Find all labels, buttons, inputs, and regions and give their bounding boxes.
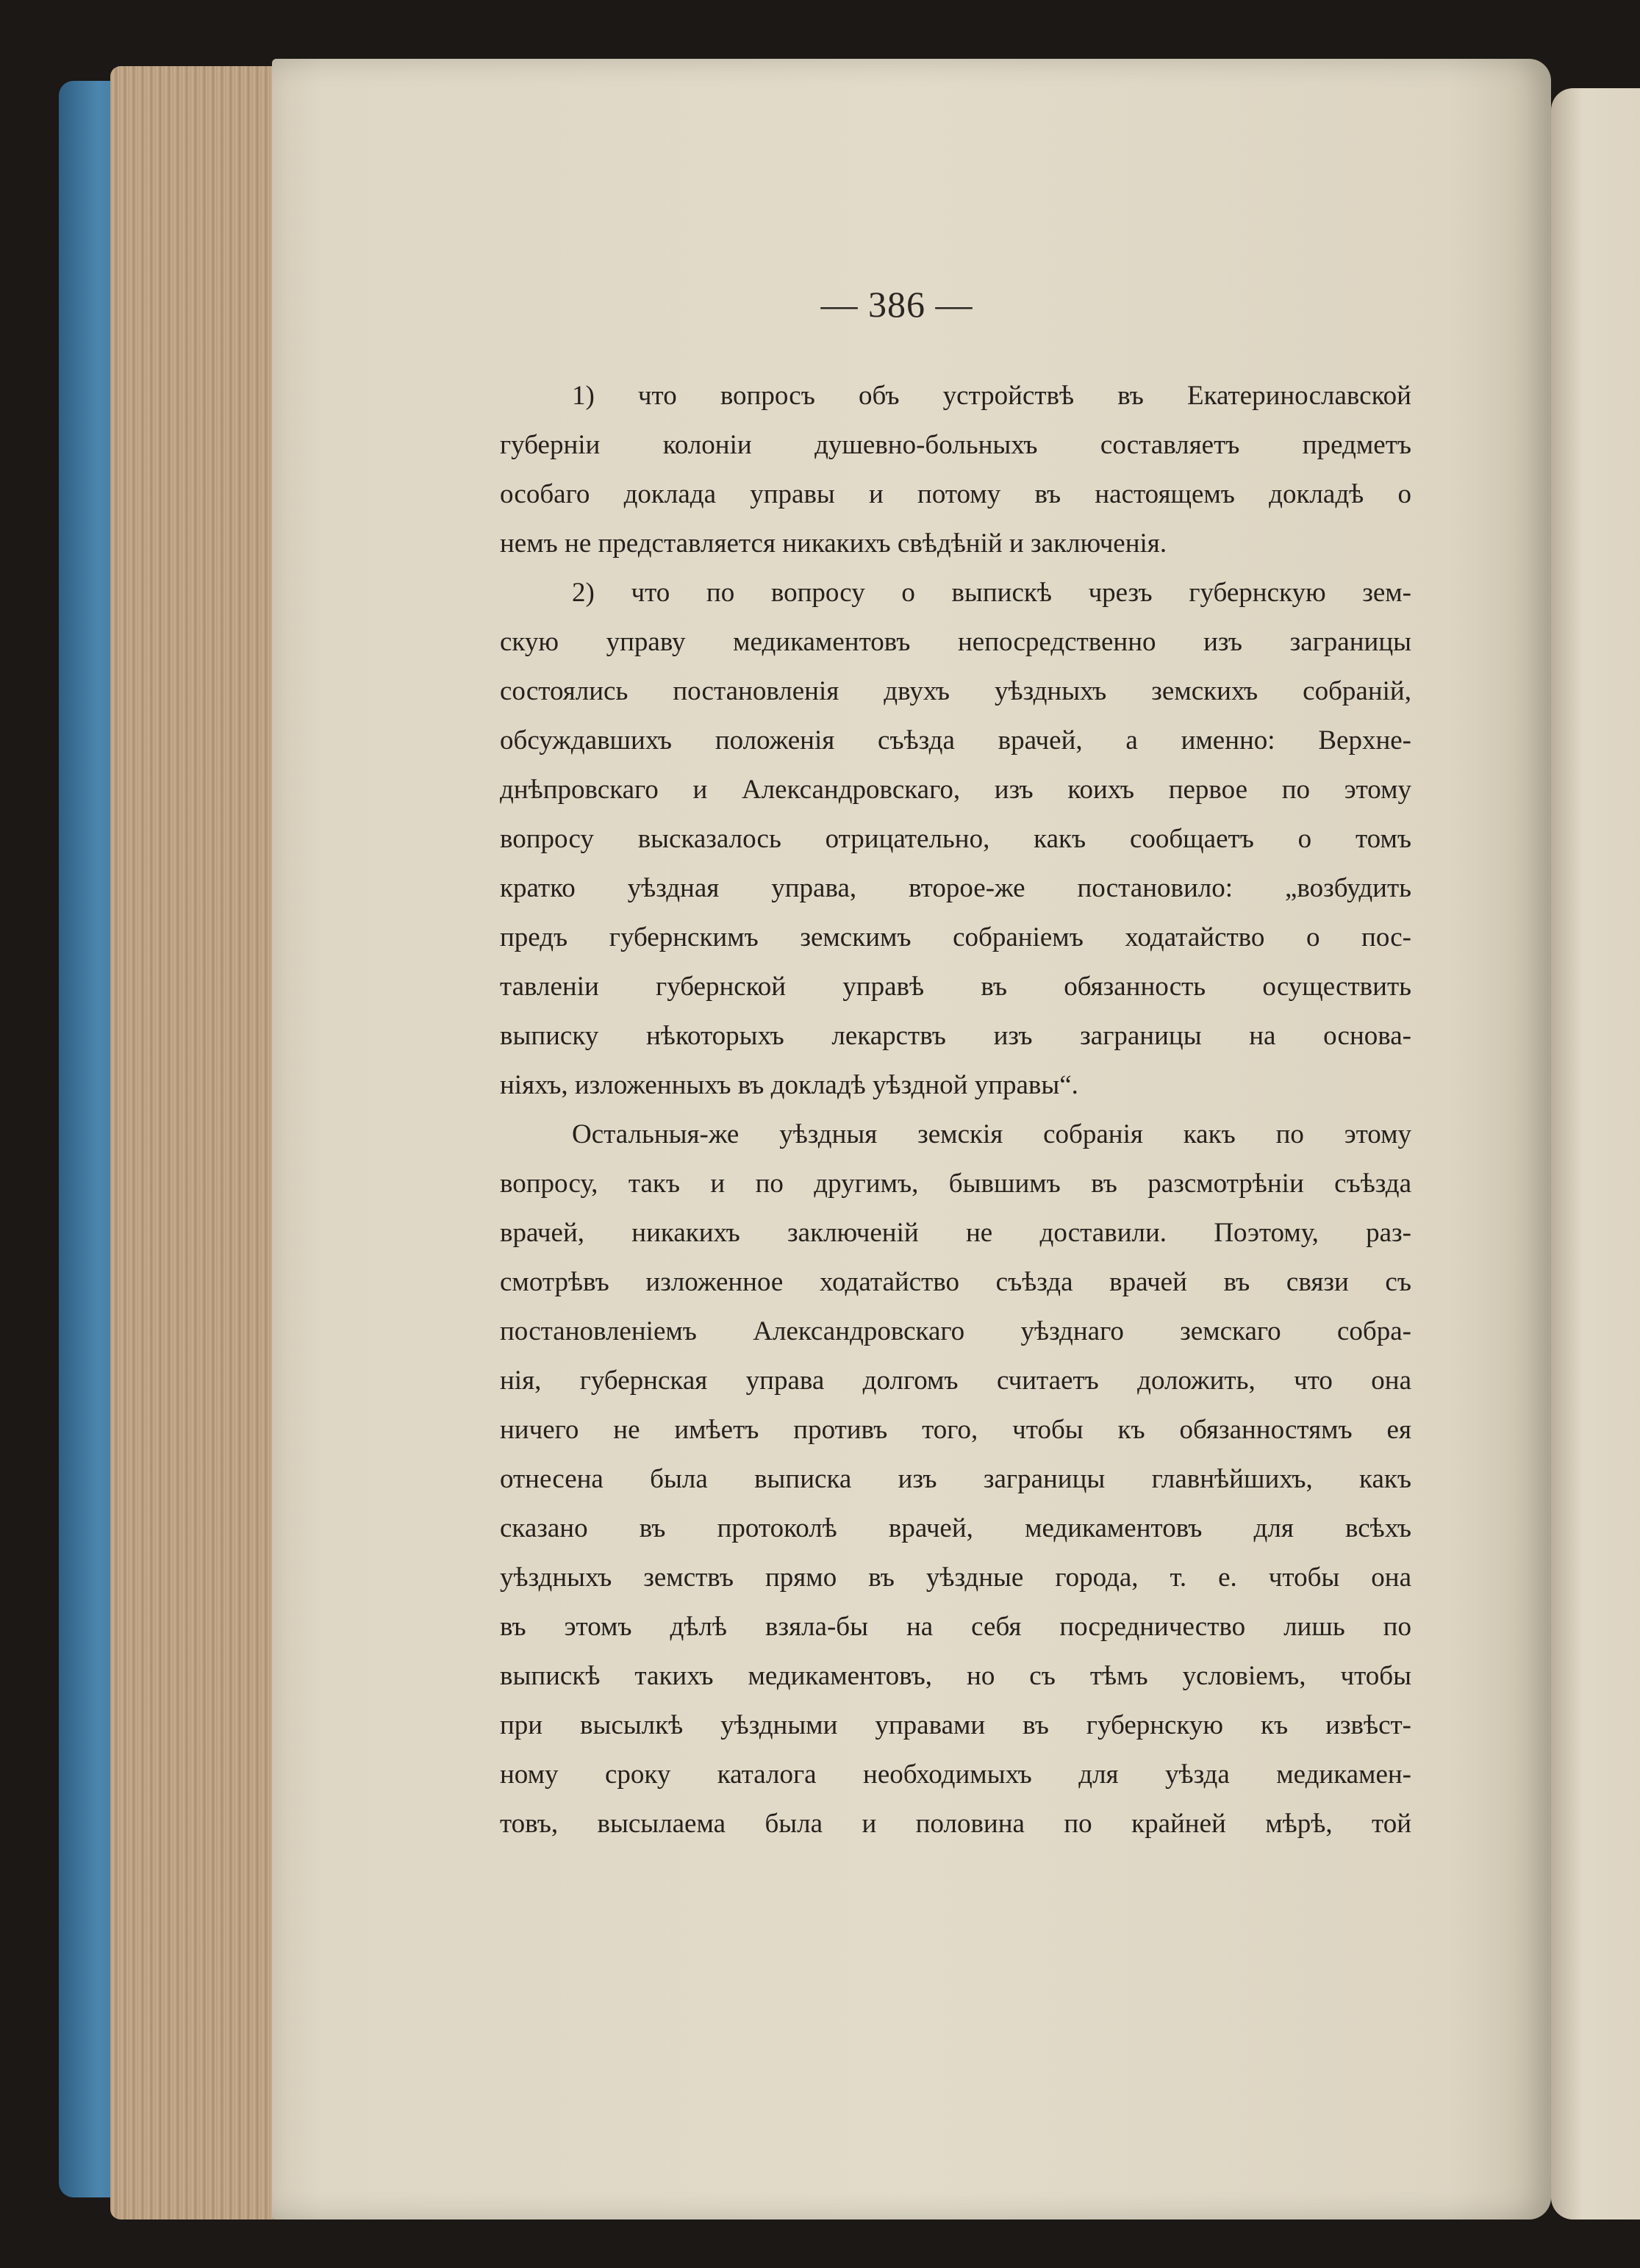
text-line: отнесена была выписка изъ заграницы главнѣйшихъ, какъ [500,1464,1411,1494]
text-line: врачей, никакихъ заключеній не доставили. Поэтому, раз- [500,1218,1411,1248]
text-line: губерніи колоніи душевно-больныхъ составляетъ предметъ [500,430,1411,460]
text-line: сказано въ протоколѣ врачей, медикаментовъ для всѣхъ [500,1513,1411,1543]
text-line: Остальныя-же уѣздныя земскія собранія какъ по этому [572,1119,1411,1149]
text-line: нія, губернская управа долгомъ считаетъ доложить, что она [500,1366,1411,1396]
text-line: особаго доклада управы и потому въ настоящемъ докладѣ о [500,479,1411,509]
text-line: при высылкѣ уѣздными управами въ губернскую къ извѣст- [500,1710,1411,1740]
text-line: днѣпровскаго и Александровскаго, изъ коихъ первое по этому [500,775,1411,805]
text-line: смотрѣвъ изложенное ходатайство съѣзда врачей въ связи съ [500,1267,1411,1297]
text-line: предъ губернскимъ земскимъ собраніемъ ходатайство о пос- [500,922,1411,952]
text-line: 2) что по вопросу о выпискѣ чрезъ губернскую зем- [572,578,1411,608]
text-line: уѣздныхъ земствъ прямо въ уѣздные города, т. е. чтобы она [500,1562,1411,1593]
text-line: выписку нѣкоторыхъ лекарствъ изъ заграницы на основа- [500,1021,1411,1051]
text-line: товъ, высылаема была и половина по крайней мѣрѣ, той [500,1809,1411,1839]
text-line: вопросу высказалось отрицательно, какъ сообщаетъ о томъ [500,824,1411,854]
text-line: постановленіемъ Александровскаго уѣзднаго земскаго собра- [500,1316,1411,1346]
page-stack-edge [110,66,294,2219]
body-text [500,371,1411,1848]
text-line: обсуждавшихъ положенія съѣзда врачей, а именно: Верхне- [500,725,1411,756]
text-line: въ этомъ дѣлѣ взяла-бы на себя посредничество лишь по [500,1612,1411,1642]
facing-page-edge [1551,88,1640,2219]
text-line: скую управу медикаментовъ непосредственно изъ заграницы [500,627,1411,657]
text-line: выпискѣ такихъ медикаментовъ, но съ тѣмъ условіемъ, чтобы [500,1661,1411,1691]
text-line: немъ не представляется никакихъ свѣдѣній и заключенія. [500,528,1167,559]
page-number: — 386 — [820,284,973,325]
text-line: состоялись постановленія двухъ уѣздныхъ земскихъ собраній, [500,676,1411,706]
text-line: кратко уѣздная управа, второе-же постановило: „возбудить [500,873,1411,903]
text-line: тавленіи губернской управѣ въ обязанность осуществить [500,972,1411,1002]
text-line: ному сроку каталога необходимыхъ для уѣзда медикамен- [500,1759,1411,1790]
text-line: 1) что вопросъ объ устройствѣ въ Екатеринославской [572,381,1411,411]
text-line: ніяхъ, изложенныхъ въ докладѣ уѣздной управы“. [500,1070,1078,1100]
text-line: ничего не имѣетъ противъ того, чтобы къ обязанностямъ ея [500,1415,1411,1445]
text-line: вопросу, такъ и по другимъ, бывшимъ въ разсмотрѣніи съѣзда [500,1169,1411,1199]
